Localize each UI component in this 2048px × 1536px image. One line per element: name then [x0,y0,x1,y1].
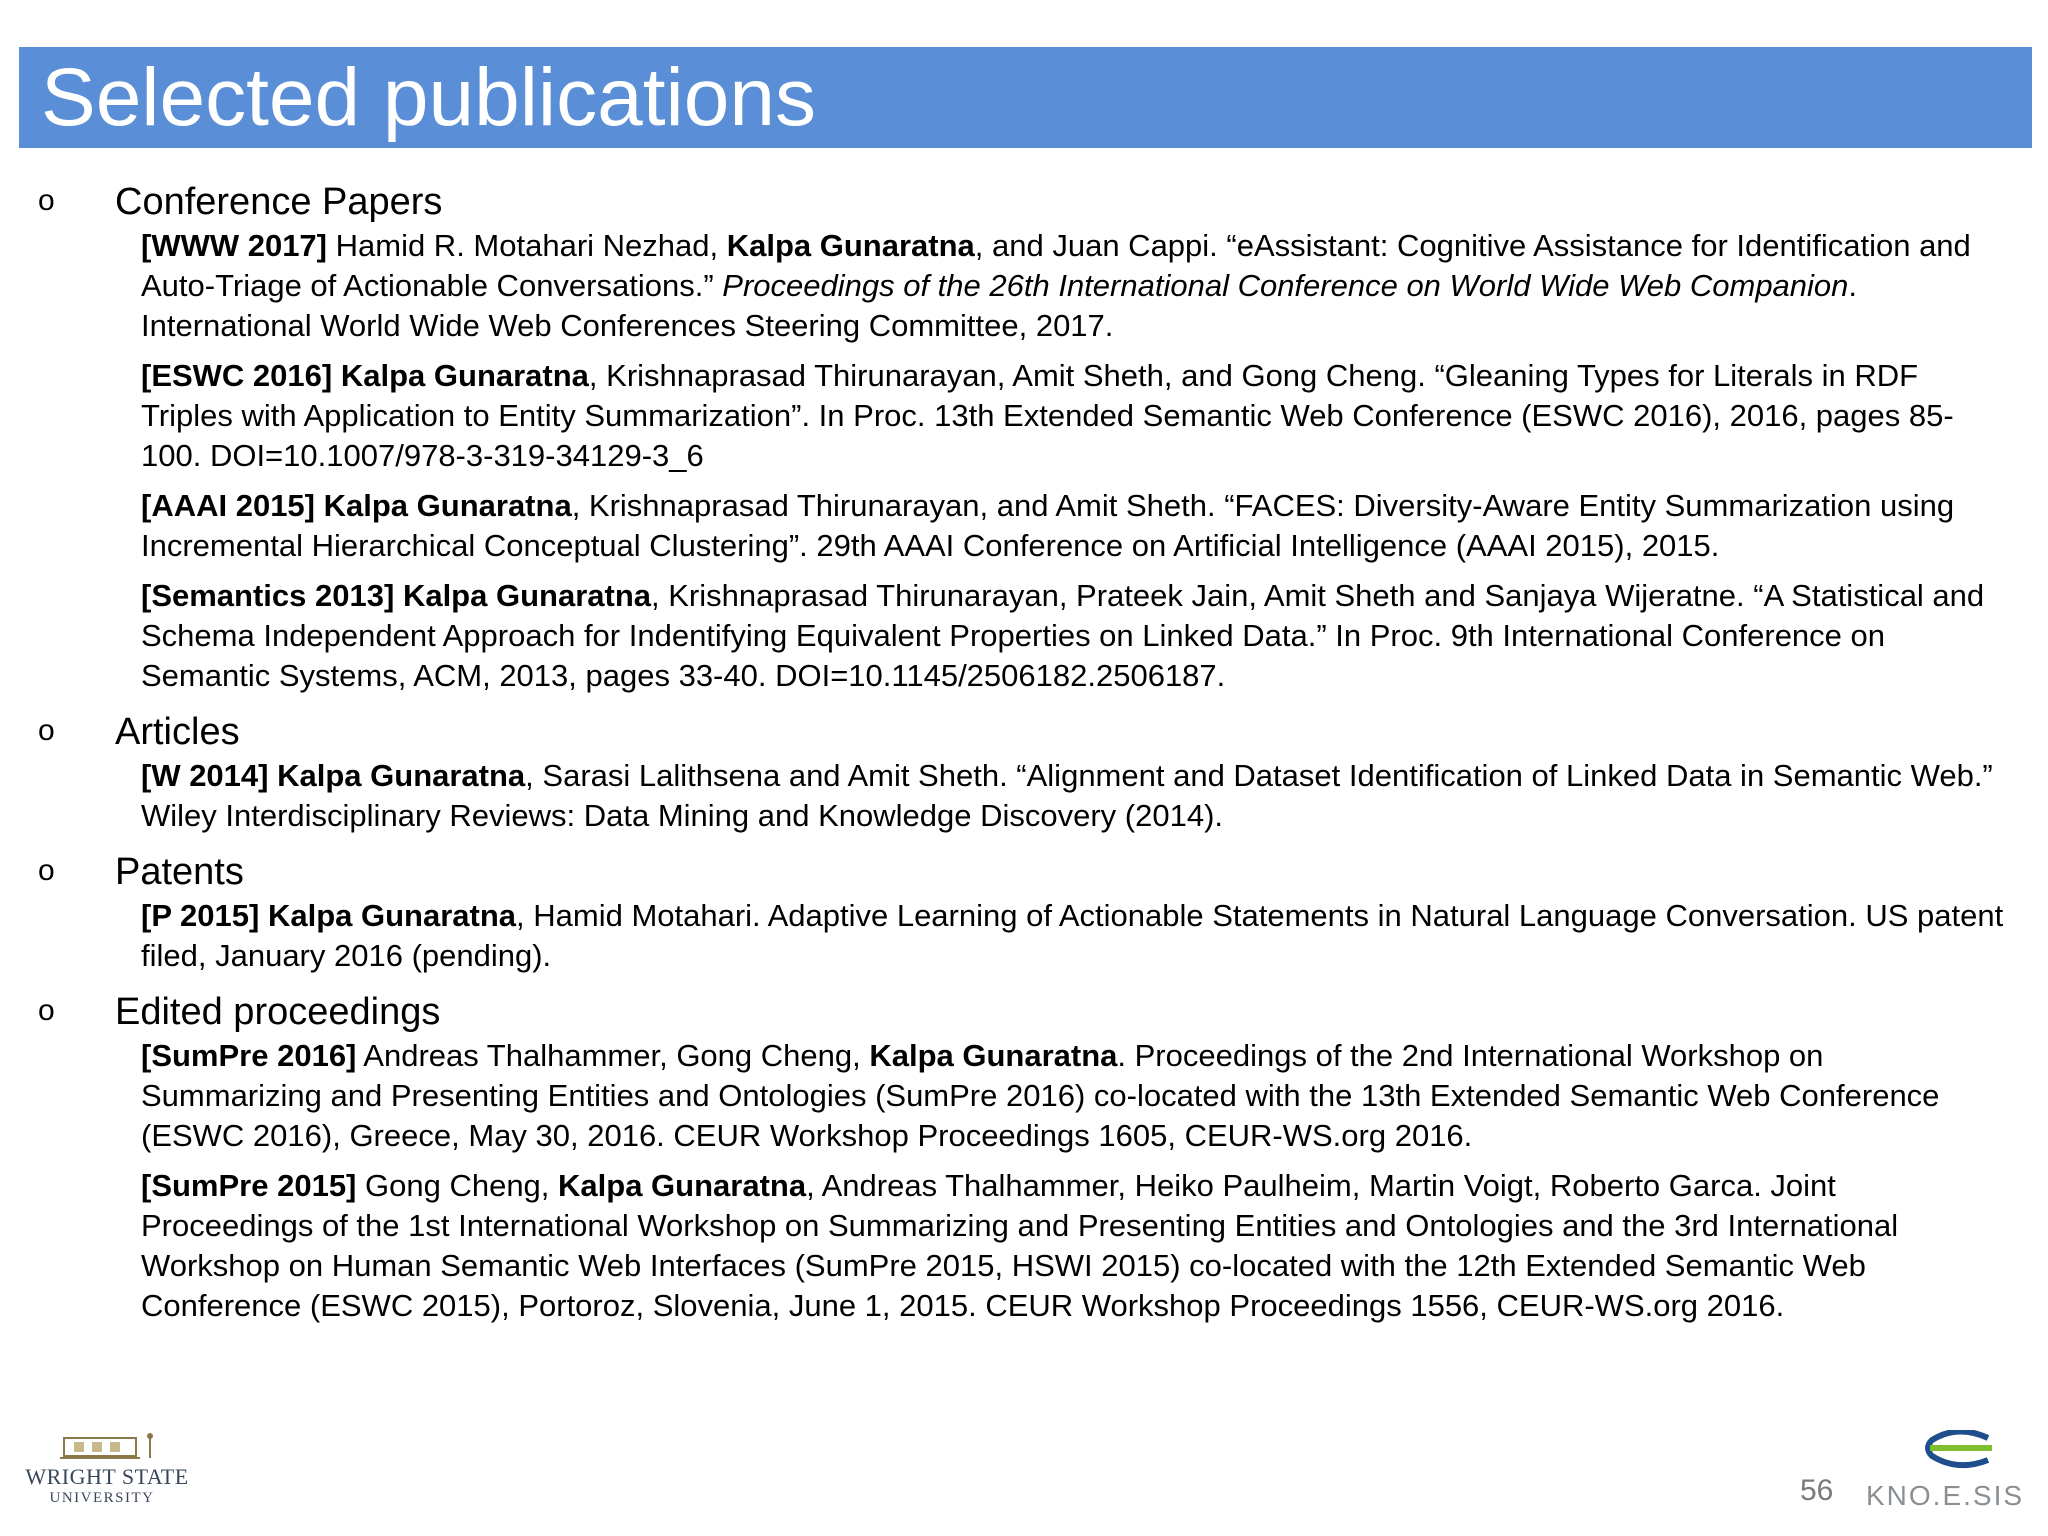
section-header [0,706,2048,756]
section-header [0,846,2048,896]
publication-text: , Sarasi Lalithsena and Amit Sheth. “Alignment and Dataset Identification of Linked Data in Semantic Web.” Wiley Interdisciplinary Reviews: Data Mining and Knowledge Discovery (2014). [141,758,1993,833]
publication-author: Kalpa Gunaratna [869,1038,1118,1073]
publication-entry [141,486,2011,566]
publication-coauthors: Hamid R. Motahari Nezhad, [327,228,727,263]
publication-venue: Proceedings of the 26th International Conference on World Wide Web Companion [722,268,1849,303]
section-label: Conference Papers [115,181,443,223]
publication-entry [141,226,2011,346]
publication-author: Kalpa Gunaratna [558,1168,807,1203]
publication-coauthors [394,578,403,613]
publication-text: , Hamid Motahari. Adaptive Learning of Actionable Statements in Natural Language Conversation. US patent filed, January 2016 (pending). [141,898,2004,973]
publication-author: Kalpa Gunaratna [726,228,975,263]
building-icon [60,1430,160,1464]
section-articles [0,706,2048,836]
publication-coauthors [315,488,324,523]
publication-tag: [P 2015] [141,898,260,933]
publication-text: , and Juan Cappi. “eAssistant: Cognitive Assistance for Identification and Auto-Triage of Actionable Conversations.” [141,228,1971,303]
publication-coauthors [332,358,341,393]
slide-title: Selected publications [41,52,816,143]
publication-coauthors [268,758,277,793]
wright-state-sub: UNIVERSITY [49,1490,155,1506]
section-header [0,986,2048,1036]
bullet-icon: o [38,994,55,1027]
publication-tail: . International World Wide Web Conferences Steering Committee, 2017. [141,268,1858,343]
publication-text: , Andreas Thalhammer, Heiko Paulheim, Martin Voigt, Roberto Garca. Joint Proceedings of the 1st International Workshop on Summarizing and Presenting Entities and Ontologies and the 3rd International Workshop on Human Semantic Web Interfaces (SumPre 2015, HSWI 2015) co-located with the 12th Extended Semantic Web Conference (ESWC 2015), Portoroz, Slovenia, June 1, 2015. CEUR Workshop Proceedings 1556, CEUR-WS.org 2016. [141,1168,1899,1323]
publication-text: , Krishnaprasad Thirunarayan, Prateek Jain, Amit Sheth and Sanjaya Wijeratne. “A Statistical and Schema Independent Approach for Indentifying Equivalent Properties on Linked Data.” In Proc. 9th International Conference on Semantic Systems, ACM, 2013, pages 33-40. DOI=10.1145/2506182.2506187. [141,578,1985,693]
knoesis-name: KNO.E.SIS [1866,1480,2025,1511]
section-label: Articles [115,711,240,753]
publication-text: , Krishnaprasad Thirunarayan, and Amit Sheth. “FACES: Diversity-Aware Entity Summarization using Incremental Hierarchical Conceptual Clustering”. 29th AAAI Conference on Artificial Intelligence (AAAI 2015), 2015. [141,488,1955,563]
bullet-icon: o [38,854,55,887]
knoesis-logo [1866,1430,2036,1520]
bullet-icon: o [38,714,55,747]
section-conference-papers [0,176,2048,696]
wright-state-name: WRIGHT STATE [25,1464,189,1489]
title-bar [19,47,2032,148]
publication-entry [141,1036,2011,1156]
publication-text: , Krishnaprasad Thirunarayan, Amit Sheth, and Gong Cheng. “Gleaning Types for Literals in RDF Triples with Application to Entity Summarization”. In Proc. 13th Extended Semantic Web Conference (ESWC 2016), 2016, pages 85-100. DOI=10.1007/978-3-319-34129-3_6 [141,358,1954,473]
section-header [0,176,2048,226]
publication-tag: [ESWC 2016] [141,358,333,393]
publication-author: Kalpa Gunaratna [402,578,651,613]
publication-tag: [WWW 2017] [141,228,327,263]
publication-tag: [SumPre 2016] [141,1038,357,1073]
publication-text: . Proceedings of the 2nd International Workshop on Summarizing and Presenting Entities and Ontologies (SumPre 2016) co-located with the 13th Extended Semantic Web Conference (ESWC 2016), Greece, May 30, 2016. CEUR Workshop Proceedings 1605, CEUR-WS.org 2016. [141,1038,1940,1153]
section-patents [0,846,2048,976]
publication-tag: [W 2014] [141,758,269,793]
wright-state-logo [22,1424,192,1524]
publication-entry [141,756,2011,836]
publication-tag: [Semantics 2013] [141,578,395,613]
page-number: 56 [1800,1474,1834,1507]
section-edited-proceedings [0,986,2048,1326]
publication-coauthors [259,898,268,933]
publication-entry [141,576,2011,696]
publication-entry [141,896,2011,976]
publication-author: Kalpa Gunaratna [267,898,517,933]
publication-entry [141,356,2011,476]
publication-coauthors: Andreas Thalhammer, Gong Cheng, [356,1038,870,1073]
publication-entry [141,1166,2011,1326]
knoesis-mark-icon [1918,1430,1998,1470]
publication-tag: [AAAI 2015] [141,488,315,523]
publication-list [0,176,2048,1336]
publication-coauthors: Gong Cheng, [356,1168,559,1203]
publication-author: Kalpa Gunaratna [277,758,526,793]
publication-tag: [SumPre 2015] [141,1168,357,1203]
publication-author: Kalpa Gunaratna [340,358,589,393]
bullet-icon: o [38,184,55,217]
section-label: Patents [115,851,244,893]
publication-author: Kalpa Gunaratna [323,488,572,523]
section-label: Edited proceedings [115,991,441,1033]
